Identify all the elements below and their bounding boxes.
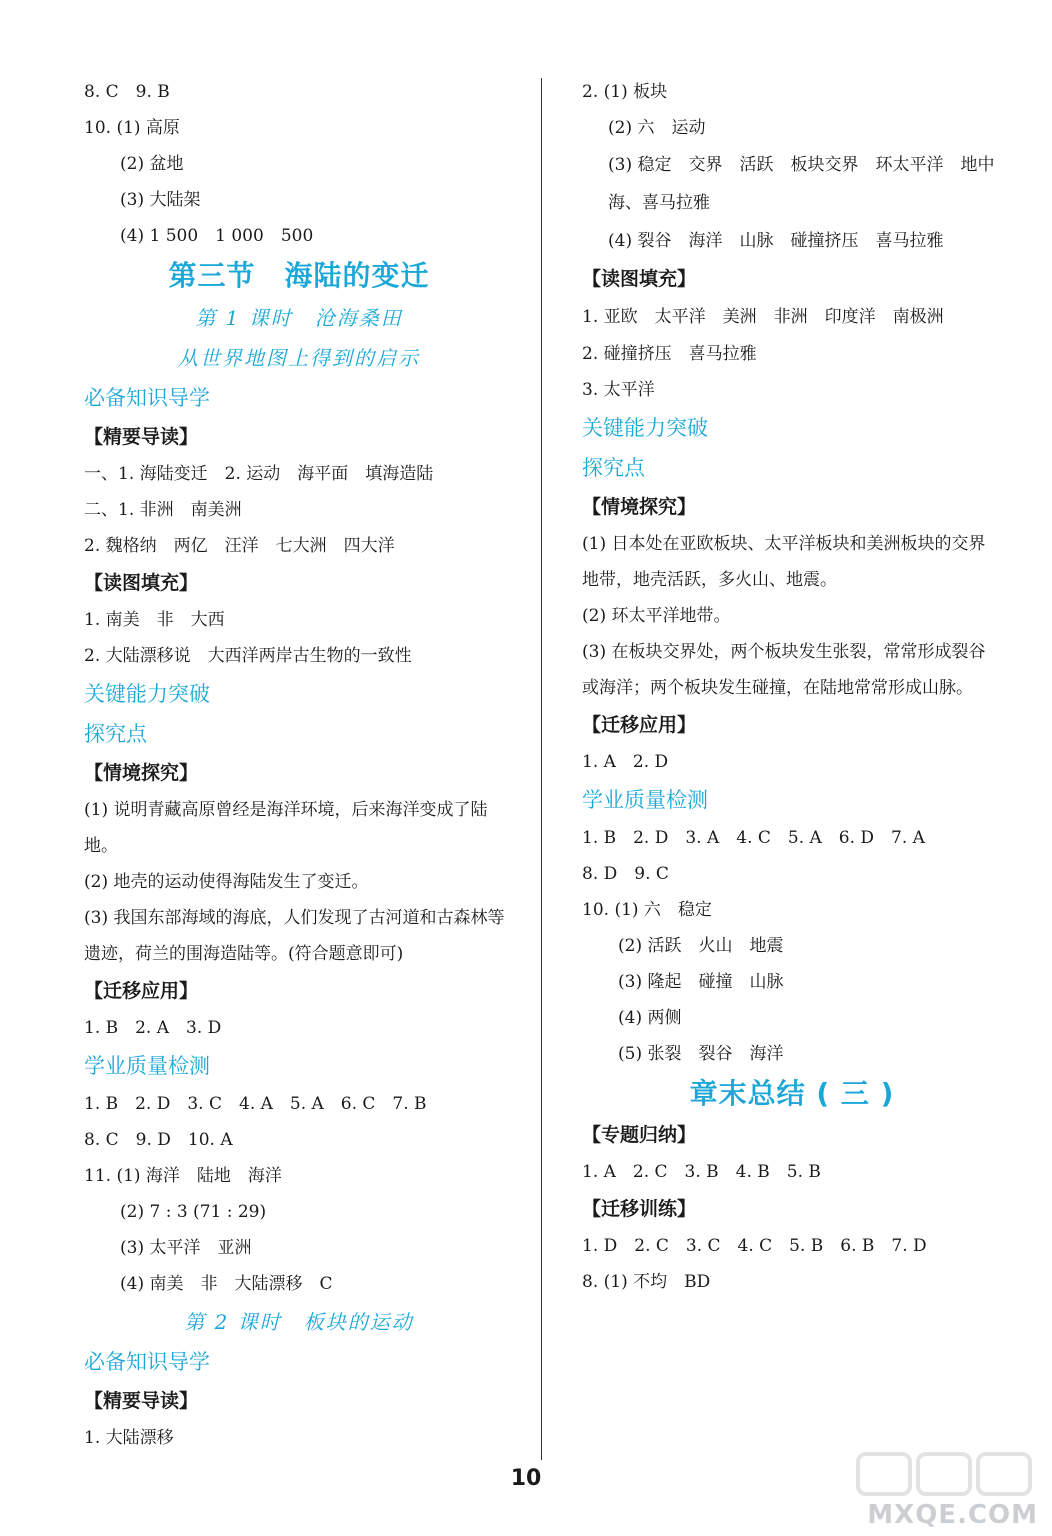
answer-line: 1. B 2. D 3. C 4. A 5. A 6. C 7. B [84,1094,427,1114]
answer-paragraph: (4) 裂谷 海洋 山脉 碰撞挤压 喜马拉雅 [608,231,944,251]
answer-line: 2. (1) 板块 [582,82,668,102]
answer-line: (4) 两侧 [618,1008,682,1028]
answer-line: 1. B 2. A 3. D [84,1018,222,1038]
answer-line: 1. A 2. D [582,752,669,772]
answer-line: (3) 大陆架 [120,190,201,210]
answer-line: 1. 大陆漂移 [84,1428,174,1448]
answer-line: 8. D 9. C [582,864,669,884]
answer-line: (2) 环太平洋地带。 [582,606,731,626]
bracket-heading: 【迁移训练】 [582,1198,697,1220]
answer-line: 2. 碰撞挤压 喜马拉雅 [582,344,757,364]
subheading: 关键能力突破 [84,682,210,706]
answer-line: 11. (1) 海洋 陆地 海洋 [84,1166,282,1186]
subheading: 探究点 [582,456,645,480]
answer-line: 一、1. 海陆变迁 2. 运动 海平面 填海造陆 [84,464,434,484]
lesson-title: 第 2 课时 板块的运动 [184,1310,414,1334]
answer-line: (4) 南美 非 大陆漂移 C [120,1274,333,1294]
answer-line: 10. (1) 高原 [84,118,180,138]
answer-line: (3) 隆起 碰撞 山脉 [618,972,784,992]
bracket-heading: 【迁移应用】 [582,714,697,736]
bracket-heading: 【精要导读】 [84,426,199,448]
answer-line: (5) 张裂 裂谷 海洋 [618,1044,784,1064]
subheading: 探究点 [84,722,147,746]
answer-line: 10. (1) 六 稳定 [582,900,712,920]
answer-line: 2. 魏格纳 两亿 汪洋 七大洲 四大洋 [84,536,395,556]
section-title: 第三节 海陆的变迁 [168,259,430,292]
column-divider [541,78,542,1460]
subheading: 必备知识导学 [84,386,210,410]
bracket-heading: 【情境探究】 [582,496,697,518]
answer-line: 8. C 9. D 10. A [84,1130,233,1150]
bracket-heading: 【读图填充】 [582,268,697,290]
page-number: 10 [510,1466,542,1491]
answer-line: 二、1. 非洲 南美洲 [84,500,242,520]
subheading: 必备知识导学 [84,1350,210,1374]
watermark-text: MXQE.COM [867,1500,1038,1530]
answer-line: 1. D 2. C 3. C 4. C 5. B 6. B 7. D [582,1236,927,1256]
answer-paragraph: (3) 我国东部海域的海底，人们发现了古河道和古森林等遗迹，荷兰的围海造陆等。(符合题意即可) [84,908,505,964]
subheading: 学业质量检测 [582,788,708,812]
answer-line: 8. C 9. B [84,82,170,102]
bracket-heading: 【迁移应用】 [84,980,199,1002]
bracket-heading: 【专题归纳】 [582,1124,697,1146]
answer-line: (3) 太平洋 亚洲 [120,1238,252,1258]
right-column [582,74,1002,1300]
left-column [84,74,514,1456]
answer-line: (2) 地壳的运动使得海陆发生了变迁。 [84,872,369,892]
subheading: 学业质量检测 [84,1054,210,1078]
answer-paragraph: (3) 在板块交界处，两个板块发生张裂，常常形成裂谷或海洋；两个板块发生碰撞，在陆地常常形成山脉。 [582,642,986,698]
answer-paragraph: (1) 说明青藏高原曾经是海洋环境，后来海洋变成了陆地。 [84,800,488,856]
subheading: 关键能力突破 [582,416,708,440]
bracket-heading: 【精要导读】 [84,1390,199,1412]
answer-line: 2. 大陆漂移说 大西洋两岸古生物的一致性 [84,646,412,666]
answer-line: 1. B 2. D 3. A 4. C 5. A 6. D 7. A [582,828,925,848]
answer-line: (2) 7 : 3 (71 : 29) [120,1202,267,1222]
summary-title: 章末总结 ( 三 ) [689,1077,895,1110]
lesson-title: 第 1 课时 沧海桑田 [195,306,403,330]
answer-line: 1. 南美 非 大西 [84,610,225,630]
bracket-heading: 【读图填充】 [84,572,199,594]
lesson-subtitle: 从世界地图上得到的启示 [178,346,420,370]
answer-line: (2) 活跃 火山 地震 [618,936,784,956]
answer-line: (2) 盆地 [120,154,184,174]
bracket-heading: 【情境探究】 [84,762,199,784]
answer-paragraph: (1) 日本处在亚欧板块、太平洋板块和美洲板块的交界地带，地壳活跃，多火山、地震。 [582,534,986,590]
answer-line: 1. A 2. C 3. B 4. B 5. B [582,1162,821,1182]
answer-line: (4) 1 500 1 000 500 [120,226,314,246]
answer-line: 3. 太平洋 [582,380,655,400]
answer-line: (2) 六 运动 [608,118,706,138]
answer-paragraph: (3) 稳定 交界 活跃 板块交界 环太平洋 地中海、喜马拉雅 [608,155,995,213]
answer-paragraph: 1. 亚欧 太平洋 美洲 非洲 印度洋 南极洲 [582,307,944,327]
answer-line: 8. (1) 不均 BD [582,1272,711,1292]
